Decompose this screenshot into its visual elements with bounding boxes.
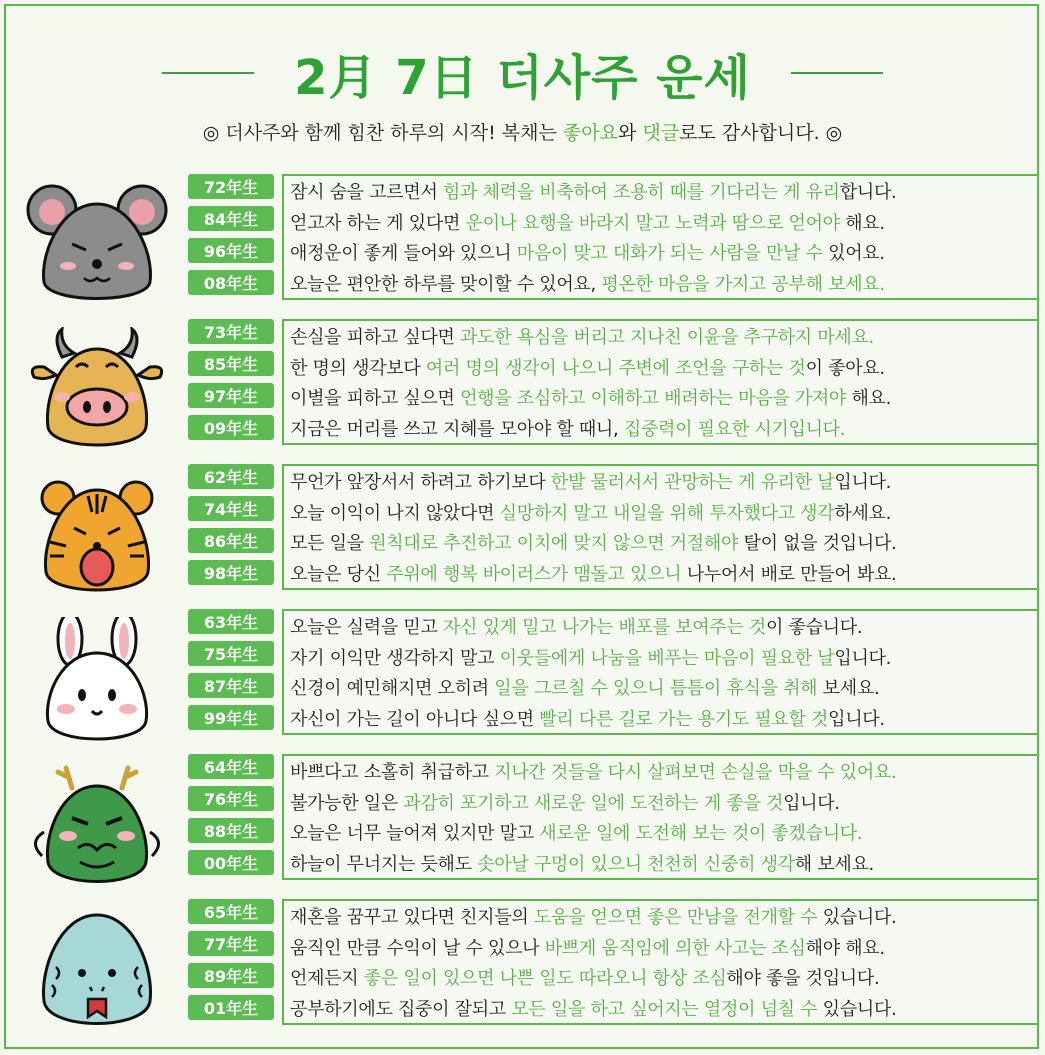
fortune-line	[290, 178, 1037, 209]
text: 이별을 피하고 싶으면	[290, 388, 461, 409]
year-tag: 01年生	[188, 995, 274, 1020]
zodiac-row-rat	[0, 174, 1045, 319]
title-bar	[0, 38, 1045, 108]
subtitle	[0, 118, 1045, 145]
fortune-line	[290, 239, 1037, 270]
text: 무언가 앞장서서 하려고 하기보다	[290, 472, 551, 493]
highlight: 한발 물러서서 관망하는 게 유리한 날	[550, 472, 835, 493]
zodiac-row-snake	[0, 899, 1045, 1044]
text: 얻고자 하는 게 있다면	[290, 212, 466, 234]
year-tags	[188, 754, 274, 882]
highlight: 자신 있게 밀고 나가는 배포를 보여주는 것	[442, 617, 766, 638]
year-tag: 62年生	[188, 464, 274, 489]
fortune-line	[290, 529, 1037, 560]
highlight: 과도한 욕심을 버리고 지나친 이윤을 추구하지 마세요.	[460, 327, 874, 348]
year-tag: 08年生	[188, 270, 274, 295]
year-tag: 09年生	[188, 415, 274, 440]
fortune-line	[290, 644, 1037, 675]
text: 하늘이 무너지는 듯해도	[290, 853, 478, 875]
highlight: 운이나 요행을 바라지 말고 노력과 땀으로 얻어야	[465, 212, 840, 234]
text: 나누어서 배로 만들어 봐요.	[681, 563, 897, 585]
highlight: 집중력이 필요한 시기입니다.	[623, 418, 846, 440]
text: 오늘은 너무 늘어져 있지만 말고	[290, 823, 540, 844]
highlight: 여러 명의 생각이 나으니 주변에 조언을 구하는 것	[425, 357, 806, 379]
year-tags	[188, 319, 274, 447]
year-tag: 88年生	[188, 818, 274, 843]
highlight: 새로운 일에 도전해 보는 것이 좋겠습니다.	[539, 823, 863, 844]
highlight: 평온한 마음을 가지고 공부해 보세요.	[601, 273, 885, 295]
fortune-line	[290, 468, 1037, 499]
year-tag: 86年生	[188, 528, 274, 553]
text: 입니다.	[783, 792, 840, 814]
text: 입니다.	[828, 708, 885, 730]
text: 오늘은 실력을 믿고	[290, 617, 443, 638]
fortune-line	[290, 499, 1037, 530]
fortune-line	[290, 323, 1037, 354]
highlight: 바쁘게 움직임에 의한 사고는 조심	[544, 937, 806, 959]
year-tag: 75年生	[188, 641, 274, 666]
year-tag: 00年生	[188, 850, 274, 875]
text: 있습니다.	[817, 907, 897, 928]
year-tag: 72年生	[188, 174, 274, 199]
text: 공부하기에도 집중이 잘되고	[290, 998, 512, 1020]
year-tag: 76年生	[188, 786, 274, 811]
year-tags	[188, 609, 274, 737]
text: 해요.	[846, 388, 892, 409]
text: 이 좋습니다.	[766, 617, 863, 638]
subtitle-text: 로도 감사합니다.	[679, 122, 826, 144]
tiger-icon	[22, 472, 172, 602]
fortune-line	[290, 209, 1037, 240]
text: 해야 좋을 것입니다.	[726, 968, 880, 989]
fortune-box	[282, 899, 1039, 1025]
fortune-line	[290, 850, 1037, 881]
highlight: 이웃들에게 나눔을 베푸는 마음이 필요한 날	[499, 647, 835, 669]
highlight: 원칙대로 추진하고 이치에 맞지 않으면 거절해야	[369, 533, 739, 554]
text: 있어요.	[822, 243, 885, 264]
fortune-line	[290, 613, 1037, 644]
subtitle-text: 더사주와 함께 힘찬 하루의 시작! 복채는	[219, 122, 563, 144]
year-tags	[188, 174, 274, 302]
year-tag: 74年生	[188, 496, 274, 521]
year-tag: 89年生	[188, 963, 274, 988]
highlight: 힘과 체력을 비축하여 조용히 때를 기다리는 게 유리	[442, 182, 840, 203]
text: 재혼을 꿈꾸고 있다면 친지들의	[290, 907, 534, 928]
year-tag: 98年生	[188, 560, 274, 585]
subtitle-like: 좋아요	[562, 122, 618, 144]
text: 탈이 없을 것입니다.	[738, 533, 897, 554]
zodiac-row-dragon	[0, 754, 1045, 899]
subtitle-comment: 댓글	[642, 122, 680, 144]
year-tag: 65年生	[188, 899, 274, 924]
rabbit-icon	[22, 617, 172, 747]
text: 신경이 예민해지면 오히려	[290, 678, 495, 699]
text: 손실을 피하고 싶다면	[290, 327, 461, 348]
highlight: 솟아날 구멍이 있으니 천천히 신중히 생각	[477, 853, 795, 875]
year-tag: 85年生	[188, 351, 274, 376]
fortune-line	[290, 705, 1037, 736]
page-title: 2月 7日 더사주 운세	[294, 49, 751, 106]
highlight: 빨리 다른 길로 가는 용기도 필요할 것	[539, 708, 829, 730]
highlight: 모든 일을 하고 싶어지는 열정이 넘칠 수	[511, 998, 818, 1020]
fortune-line	[290, 674, 1037, 705]
zodiac-row-ox	[0, 319, 1045, 464]
text: 불가능한 일은	[290, 792, 404, 814]
text: 바쁘다고 소홀히 취급하고	[290, 762, 495, 783]
text: 하세요.	[834, 502, 892, 524]
highlight: 마음이 맞고 대화가 되는 사람을 만날 수	[516, 243, 823, 264]
fortune-line	[290, 384, 1037, 415]
year-tag: 84年生	[188, 206, 274, 231]
text: 애정운이 좋게 들어와 있으니	[290, 243, 517, 264]
fortune-box	[282, 464, 1039, 590]
text: 해야 해요.	[805, 937, 885, 959]
subtitle-text: 와	[617, 122, 643, 144]
text: 오늘은 편안한 하루를 맞이할 수 있어요,	[290, 273, 602, 295]
text: 오늘은 당신	[290, 563, 387, 585]
year-tag: 63年生	[188, 609, 274, 634]
text: 모든 일을	[290, 533, 370, 554]
year-tag: 64年生	[188, 754, 274, 779]
circle-mark-icon: ◎	[202, 122, 220, 144]
highlight: 언행을 조심하고 이해하고 배려하는 마음을 가져야	[460, 388, 847, 409]
title-rule-left	[162, 72, 254, 74]
text: 자기 이익만 생각하지 말고	[290, 647, 500, 669]
text: 잠시 숨을 고르면서	[290, 182, 443, 203]
fortune-box	[282, 319, 1039, 445]
highlight: 도움을 얻으면 좋은 만남을 전개할 수	[533, 907, 818, 928]
fortune-box	[282, 174, 1039, 300]
highlight: 일을 그르칠 수 있으니 틈틈이 휴식을 취해	[494, 678, 818, 699]
highlight: 과감히 포기하고 새로운 일에 도전하는 게 좋을 것	[403, 792, 784, 814]
title-rule-right	[791, 72, 883, 74]
text: 움직인 만큼 수익이 날 수 있으나	[290, 937, 545, 959]
year-tags	[188, 899, 274, 1027]
fortune-line	[290, 819, 1037, 850]
rat-icon	[22, 182, 172, 312]
text: 이 좋아요.	[805, 357, 885, 379]
text: 오늘 이익이 나지 않았다면	[290, 502, 500, 524]
fortune-line	[290, 270, 1037, 301]
text: 있습니다.	[817, 998, 897, 1020]
highlight: 좋은 일이 있으면 나쁜 일도 따라오니 항상 조심	[363, 968, 727, 989]
fortune-line	[290, 934, 1037, 965]
highlight: 실망하지 말고 내일을 위해 투자했다고 생각	[499, 502, 835, 524]
text: 해 보세요.	[794, 853, 874, 875]
highlight: 주위에 행복 바이러스가 맴돌고 있으니	[386, 563, 682, 585]
circle-mark-icon: ◎	[825, 122, 843, 144]
year-tag: 77年生	[188, 931, 274, 956]
fortune-line	[290, 964, 1037, 995]
text: 입니다.	[834, 647, 892, 669]
fortune-box	[282, 754, 1039, 880]
year-tag: 73年生	[188, 319, 274, 344]
text: 입니다.	[834, 472, 892, 493]
year-tag: 96年生	[188, 238, 274, 263]
year-tag: 87年生	[188, 673, 274, 698]
fortune-box	[282, 609, 1039, 735]
text: 보세요.	[817, 678, 880, 699]
dragon-icon	[22, 762, 172, 892]
text: 한 명의 생각보다	[290, 357, 426, 379]
text: 자신이 가는 길이 아니다 싶으면	[290, 708, 540, 730]
highlight: 지나간 것들을 다시 살펴보면 손실을 막을 수 있어요.	[494, 762, 897, 783]
snake-icon	[22, 907, 172, 1037]
year-tags	[188, 464, 274, 592]
fortune-line	[290, 995, 1037, 1026]
fortune-line	[290, 560, 1037, 591]
year-tag: 99年生	[188, 705, 274, 730]
fortune-line	[290, 415, 1037, 446]
fortune-line	[290, 758, 1037, 789]
zodiac-row-tiger	[0, 464, 1045, 609]
text: 지금은 머리를 쓰고 지혜를 모아야 할 때니,	[290, 418, 624, 440]
text: 언제든지	[290, 968, 364, 989]
fortune-line	[290, 903, 1037, 934]
fortune-line	[290, 789, 1037, 820]
year-tag: 97年生	[188, 383, 274, 408]
text: 합니다.	[839, 182, 897, 203]
ox-icon	[22, 327, 172, 457]
text: 해요.	[839, 212, 885, 234]
fortune-line	[290, 354, 1037, 385]
zodiac-row-rabbit	[0, 609, 1045, 754]
